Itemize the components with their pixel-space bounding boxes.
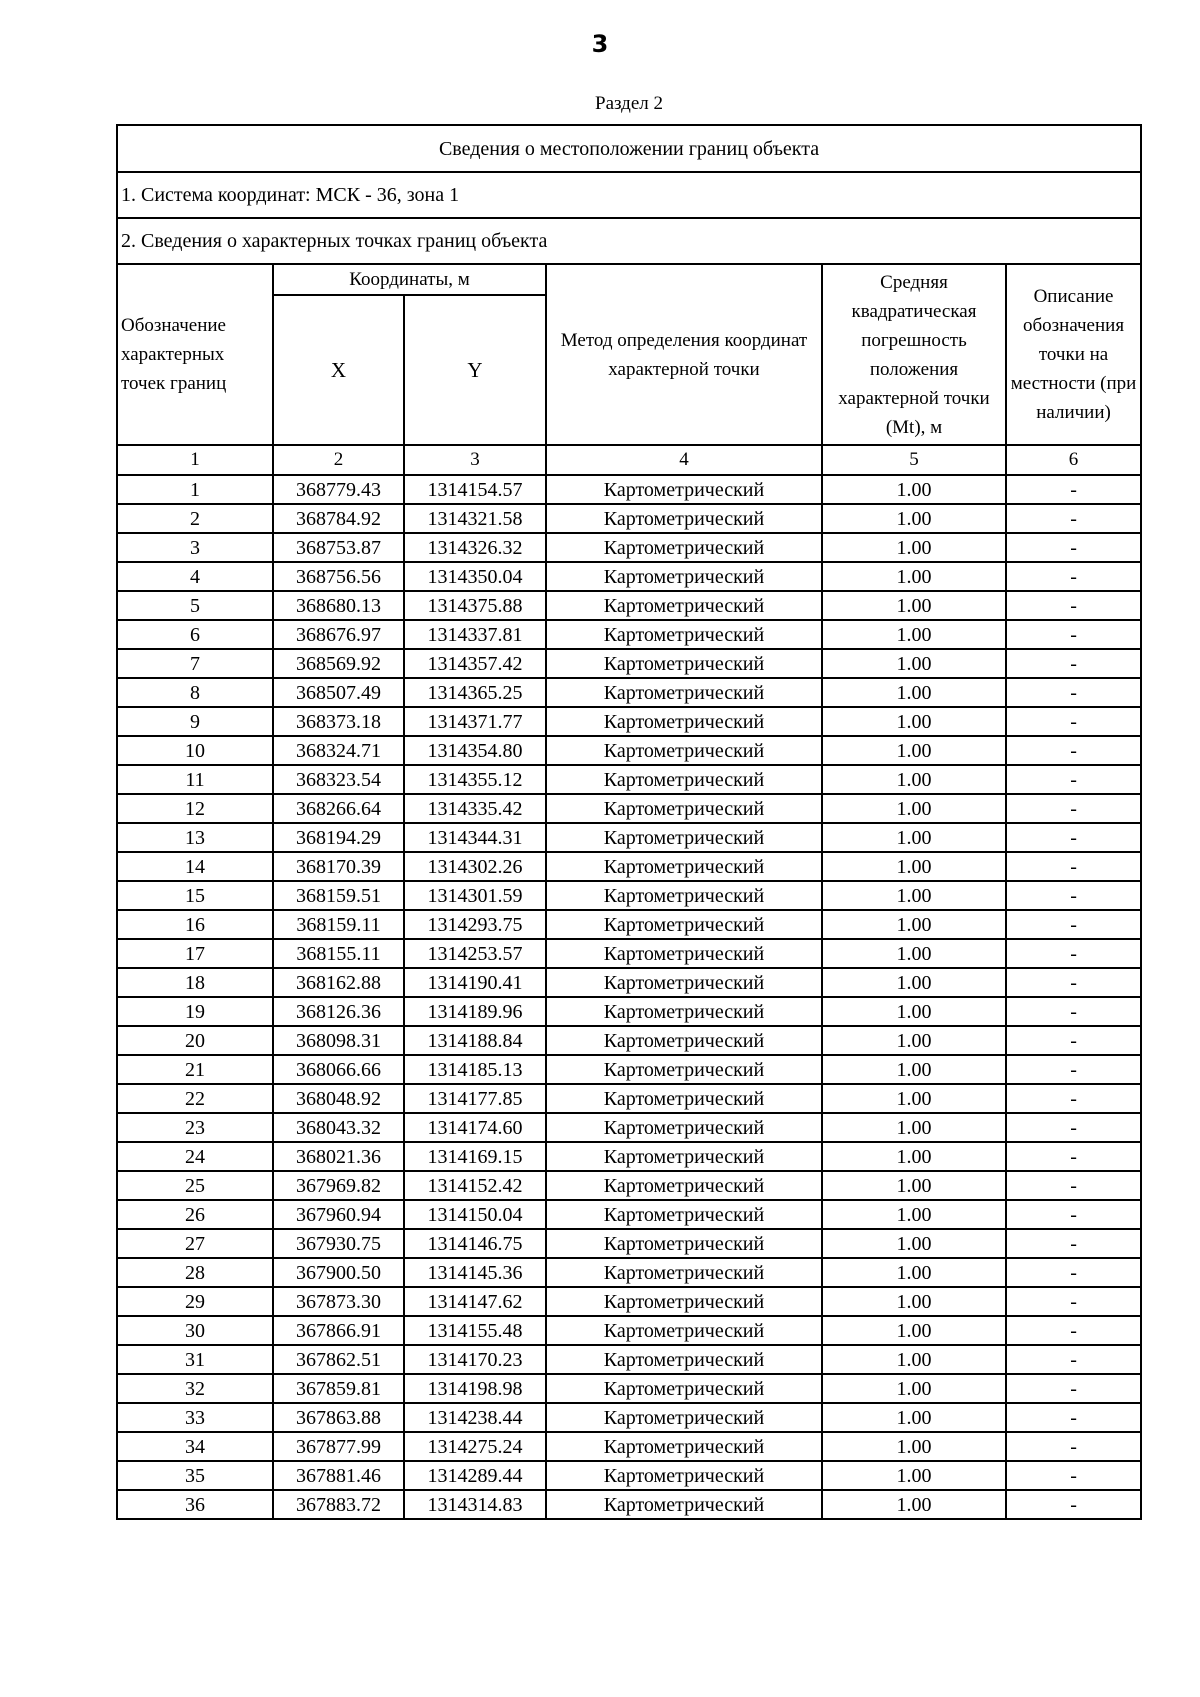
description-cell: - bbox=[1006, 1287, 1141, 1316]
accuracy-cell: 1.00 bbox=[822, 533, 1006, 562]
point-number-cell: 35 bbox=[117, 1461, 273, 1490]
method-cell: Картометрический bbox=[546, 1258, 822, 1287]
table-row bbox=[117, 1316, 1141, 1345]
point-number-cell: 22 bbox=[117, 1084, 273, 1113]
table-row bbox=[117, 1461, 1141, 1490]
method-cell: Картометрический bbox=[546, 968, 822, 997]
x-coordinate-cell: 368753.87 bbox=[273, 533, 404, 562]
point-number-cell: 34 bbox=[117, 1432, 273, 1461]
y-coordinate-cell: 1314314.83 bbox=[404, 1490, 546, 1519]
method-cell: Картометрический bbox=[546, 939, 822, 968]
y-coordinate-cell: 1314146.75 bbox=[404, 1229, 546, 1258]
point-number-cell: 33 bbox=[117, 1403, 273, 1432]
method-cell: Картометрический bbox=[546, 649, 822, 678]
point-number-cell: 21 bbox=[117, 1055, 273, 1084]
method-cell: Картометрический bbox=[546, 1113, 822, 1142]
table-row bbox=[117, 678, 1141, 707]
table-row bbox=[117, 852, 1141, 881]
table-row bbox=[117, 591, 1141, 620]
x-coordinate-cell: 367866.91 bbox=[273, 1316, 404, 1345]
accuracy-cell: 1.00 bbox=[822, 736, 1006, 765]
x-coordinate-cell: 367960.94 bbox=[273, 1200, 404, 1229]
accuracy-cell: 1.00 bbox=[822, 562, 1006, 591]
accuracy-cell: 1.00 bbox=[822, 1287, 1006, 1316]
method-cell: Картометрический bbox=[546, 910, 822, 939]
x-coordinate-cell: 368569.92 bbox=[273, 649, 404, 678]
description-cell: - bbox=[1006, 765, 1141, 794]
x-coordinate-cell: 368324.71 bbox=[273, 736, 404, 765]
point-number-cell: 19 bbox=[117, 997, 273, 1026]
points-caption-text: 2. Сведения о характерных точках границ объекта bbox=[117, 218, 1141, 264]
method-cell: Картометрический bbox=[546, 1142, 822, 1171]
method-cell: Картометрический bbox=[546, 1287, 822, 1316]
accuracy-cell: 1.00 bbox=[822, 1229, 1006, 1258]
point-number-cell: 13 bbox=[117, 823, 273, 852]
table-row bbox=[117, 1142, 1141, 1171]
table-body bbox=[117, 125, 1141, 1519]
x-coordinate-cell: 368323.54 bbox=[273, 765, 404, 794]
accuracy-cell: 1.00 bbox=[822, 649, 1006, 678]
y-coordinate-cell: 1314335.42 bbox=[404, 794, 546, 823]
x-coordinate-cell: 367859.81 bbox=[273, 1374, 404, 1403]
table-row bbox=[117, 997, 1141, 1026]
accuracy-cell: 1.00 bbox=[822, 1200, 1006, 1229]
x-coordinate-cell: 367930.75 bbox=[273, 1229, 404, 1258]
table-row bbox=[117, 533, 1141, 562]
method-cell: Картометрический bbox=[546, 1026, 822, 1055]
method-cell: Картометрический bbox=[546, 1316, 822, 1345]
y-coordinate-cell: 1314170.23 bbox=[404, 1345, 546, 1374]
method-cell: Картометрический bbox=[546, 794, 822, 823]
x-coordinate-cell: 367900.50 bbox=[273, 1258, 404, 1287]
point-number-cell: 15 bbox=[117, 881, 273, 910]
method-cell: Картометрический bbox=[546, 533, 822, 562]
table-row bbox=[117, 649, 1141, 678]
method-cell: Картометрический bbox=[546, 1229, 822, 1258]
description-cell: - bbox=[1006, 475, 1141, 504]
accuracy-cell: 1.00 bbox=[822, 1084, 1006, 1113]
accuracy-cell: 1.00 bbox=[822, 1403, 1006, 1432]
point-number-cell: 1 bbox=[117, 475, 273, 504]
method-cell: Картометрический bbox=[546, 1403, 822, 1432]
description-cell: - bbox=[1006, 1142, 1141, 1171]
y-coordinate-cell: 1314275.24 bbox=[404, 1432, 546, 1461]
table-row bbox=[117, 736, 1141, 765]
point-number-cell: 17 bbox=[117, 939, 273, 968]
header-point-designation: Обозначение характерных точек границ bbox=[117, 264, 273, 445]
point-number-cell: 23 bbox=[117, 1113, 273, 1142]
accuracy-cell: 1.00 bbox=[822, 765, 1006, 794]
point-number-cell: 30 bbox=[117, 1316, 273, 1345]
table-row bbox=[117, 1171, 1141, 1200]
accuracy-cell: 1.00 bbox=[822, 939, 1006, 968]
point-number-cell: 9 bbox=[117, 707, 273, 736]
accuracy-cell: 1.00 bbox=[822, 1142, 1006, 1171]
x-coordinate-cell: 368155.11 bbox=[273, 939, 404, 968]
y-coordinate-cell: 1314301.59 bbox=[404, 881, 546, 910]
table-title: Сведения о местоположении границ объекта bbox=[117, 125, 1141, 172]
x-coordinate-cell: 368162.88 bbox=[273, 968, 404, 997]
point-number-cell: 25 bbox=[117, 1171, 273, 1200]
y-coordinate-cell: 1314375.88 bbox=[404, 591, 546, 620]
method-cell: Картометрический bbox=[546, 620, 822, 649]
y-coordinate-cell: 1314145.36 bbox=[404, 1258, 546, 1287]
method-cell: Картометрический bbox=[546, 678, 822, 707]
points-caption-row bbox=[117, 218, 1141, 264]
accuracy-cell: 1.00 bbox=[822, 1258, 1006, 1287]
accuracy-cell: 1.00 bbox=[822, 794, 1006, 823]
y-coordinate-cell: 1314147.62 bbox=[404, 1287, 546, 1316]
description-cell: - bbox=[1006, 1374, 1141, 1403]
table-row bbox=[117, 1403, 1141, 1432]
description-cell: - bbox=[1006, 649, 1141, 678]
accuracy-cell: 1.00 bbox=[822, 852, 1006, 881]
point-number-cell: 36 bbox=[117, 1490, 273, 1519]
description-cell: - bbox=[1006, 504, 1141, 533]
table-row bbox=[117, 765, 1141, 794]
table-row bbox=[117, 1258, 1141, 1287]
description-cell: - bbox=[1006, 1055, 1141, 1084]
description-cell: - bbox=[1006, 562, 1141, 591]
point-number-cell: 10 bbox=[117, 736, 273, 765]
y-coordinate-cell: 1314174.60 bbox=[404, 1113, 546, 1142]
table-row bbox=[117, 1113, 1141, 1142]
description-cell: - bbox=[1006, 823, 1141, 852]
y-coordinate-cell: 1314190.41 bbox=[404, 968, 546, 997]
y-coordinate-cell: 1314371.77 bbox=[404, 707, 546, 736]
table-row bbox=[117, 1200, 1141, 1229]
point-number-cell: 29 bbox=[117, 1287, 273, 1316]
table-row bbox=[117, 620, 1141, 649]
method-cell: Картометрический bbox=[546, 562, 822, 591]
point-number-cell: 14 bbox=[117, 852, 273, 881]
x-coordinate-cell: 367969.82 bbox=[273, 1171, 404, 1200]
x-coordinate-cell: 368066.66 bbox=[273, 1055, 404, 1084]
accuracy-cell: 1.00 bbox=[822, 1055, 1006, 1084]
table-row bbox=[117, 1055, 1141, 1084]
description-cell: - bbox=[1006, 910, 1141, 939]
description-cell: - bbox=[1006, 533, 1141, 562]
table-row bbox=[117, 707, 1141, 736]
accuracy-cell: 1.00 bbox=[822, 475, 1006, 504]
description-cell: - bbox=[1006, 1229, 1141, 1258]
table-title-row bbox=[117, 125, 1141, 172]
y-coordinate-cell: 1314189.96 bbox=[404, 997, 546, 1026]
table-row bbox=[117, 1374, 1141, 1403]
column-number: 3 bbox=[404, 445, 546, 475]
y-coordinate-cell: 1314326.32 bbox=[404, 533, 546, 562]
description-cell: - bbox=[1006, 852, 1141, 881]
accuracy-cell: 1.00 bbox=[822, 1432, 1006, 1461]
x-coordinate-cell: 368779.43 bbox=[273, 475, 404, 504]
x-coordinate-cell: 367873.30 bbox=[273, 1287, 404, 1316]
y-coordinate-cell: 1314185.13 bbox=[404, 1055, 546, 1084]
y-coordinate-cell: 1314188.84 bbox=[404, 1026, 546, 1055]
x-coordinate-cell: 368784.92 bbox=[273, 504, 404, 533]
accuracy-cell: 1.00 bbox=[822, 591, 1006, 620]
coord-system-row bbox=[117, 172, 1141, 218]
accuracy-cell: 1.00 bbox=[822, 1113, 1006, 1142]
y-coordinate-cell: 1314198.98 bbox=[404, 1374, 546, 1403]
description-cell: - bbox=[1006, 1490, 1141, 1519]
description-cell: - bbox=[1006, 1200, 1141, 1229]
method-cell: Картометрический bbox=[546, 736, 822, 765]
accuracy-cell: 1.00 bbox=[822, 910, 1006, 939]
y-coordinate-cell: 1314365.25 bbox=[404, 678, 546, 707]
x-coordinate-cell: 368048.92 bbox=[273, 1084, 404, 1113]
table-row bbox=[117, 910, 1141, 939]
header-method: Метод определения координат характерной точки bbox=[546, 264, 822, 445]
y-coordinate-cell: 1314344.31 bbox=[404, 823, 546, 852]
method-cell: Картометрический bbox=[546, 1055, 822, 1084]
header-x: X bbox=[273, 295, 404, 445]
method-cell: Картометрический bbox=[546, 475, 822, 504]
point-number-cell: 27 bbox=[117, 1229, 273, 1258]
description-cell: - bbox=[1006, 678, 1141, 707]
description-cell: - bbox=[1006, 1026, 1141, 1055]
table-row bbox=[117, 968, 1141, 997]
description-cell: - bbox=[1006, 1084, 1141, 1113]
table-row bbox=[117, 1026, 1141, 1055]
description-cell: - bbox=[1006, 1461, 1141, 1490]
x-coordinate-cell: 367877.99 bbox=[273, 1432, 404, 1461]
point-number-cell: 12 bbox=[117, 794, 273, 823]
point-number-cell: 11 bbox=[117, 765, 273, 794]
description-cell: - bbox=[1006, 591, 1141, 620]
method-cell: Картометрический bbox=[546, 823, 822, 852]
table-row bbox=[117, 562, 1141, 591]
point-number-cell: 26 bbox=[117, 1200, 273, 1229]
x-coordinate-cell: 368507.49 bbox=[273, 678, 404, 707]
method-cell: Картометрический bbox=[546, 881, 822, 910]
y-coordinate-cell: 1314321.58 bbox=[404, 504, 546, 533]
y-coordinate-cell: 1314154.57 bbox=[404, 475, 546, 504]
point-number-cell: 7 bbox=[117, 649, 273, 678]
point-number-cell: 20 bbox=[117, 1026, 273, 1055]
accuracy-cell: 1.00 bbox=[822, 620, 1006, 649]
section-title: Раздел 2 bbox=[595, 93, 663, 114]
y-coordinate-cell: 1314177.85 bbox=[404, 1084, 546, 1113]
point-number-cell: 6 bbox=[117, 620, 273, 649]
description-cell: - bbox=[1006, 1258, 1141, 1287]
y-coordinate-cell: 1314238.44 bbox=[404, 1403, 546, 1432]
y-coordinate-cell: 1314150.04 bbox=[404, 1200, 546, 1229]
table-row bbox=[117, 1287, 1141, 1316]
accuracy-cell: 1.00 bbox=[822, 707, 1006, 736]
header-coordinates: Координаты, м bbox=[273, 264, 546, 295]
table-row bbox=[117, 939, 1141, 968]
table-row bbox=[117, 1490, 1141, 1519]
page-number: 3 bbox=[591, 30, 609, 58]
x-coordinate-cell: 367863.88 bbox=[273, 1403, 404, 1432]
accuracy-cell: 1.00 bbox=[822, 1490, 1006, 1519]
method-cell: Картометрический bbox=[546, 1490, 822, 1519]
coord-system-text: 1. Система координат: МСК - 36, зона 1 bbox=[117, 172, 1141, 218]
column-header-row-top bbox=[117, 264, 1141, 295]
description-cell: - bbox=[1006, 1403, 1141, 1432]
accuracy-cell: 1.00 bbox=[822, 1316, 1006, 1345]
point-number-cell: 16 bbox=[117, 910, 273, 939]
x-coordinate-cell: 368021.36 bbox=[273, 1142, 404, 1171]
x-coordinate-cell: 368098.31 bbox=[273, 1026, 404, 1055]
x-coordinate-cell: 367881.46 bbox=[273, 1461, 404, 1490]
method-cell: Картометрический bbox=[546, 852, 822, 881]
method-cell: Картометрический bbox=[546, 1432, 822, 1461]
description-cell: - bbox=[1006, 939, 1141, 968]
accuracy-cell: 1.00 bbox=[822, 997, 1006, 1026]
method-cell: Картометрический bbox=[546, 591, 822, 620]
point-number-cell: 24 bbox=[117, 1142, 273, 1171]
x-coordinate-cell: 367883.72 bbox=[273, 1490, 404, 1519]
y-coordinate-cell: 1314355.12 bbox=[404, 765, 546, 794]
table-row bbox=[117, 881, 1141, 910]
description-cell: - bbox=[1006, 1316, 1141, 1345]
column-number: 6 bbox=[1006, 445, 1141, 475]
table-row bbox=[117, 1345, 1141, 1374]
column-number: 2 bbox=[273, 445, 404, 475]
x-coordinate-cell: 368170.39 bbox=[273, 852, 404, 881]
method-cell: Картометрический bbox=[546, 997, 822, 1026]
x-coordinate-cell: 368126.36 bbox=[273, 997, 404, 1026]
x-coordinate-cell: 367862.51 bbox=[273, 1345, 404, 1374]
accuracy-cell: 1.00 bbox=[822, 1461, 1006, 1490]
y-coordinate-cell: 1314155.48 bbox=[404, 1316, 546, 1345]
accuracy-cell: 1.00 bbox=[822, 1374, 1006, 1403]
description-cell: - bbox=[1006, 1171, 1141, 1200]
x-coordinate-cell: 368756.56 bbox=[273, 562, 404, 591]
y-coordinate-cell: 1314293.75 bbox=[404, 910, 546, 939]
method-cell: Картометрический bbox=[546, 707, 822, 736]
description-cell: - bbox=[1006, 620, 1141, 649]
accuracy-cell: 1.00 bbox=[822, 1171, 1006, 1200]
accuracy-cell: 1.00 bbox=[822, 1345, 1006, 1374]
y-coordinate-cell: 1314350.04 bbox=[404, 562, 546, 591]
description-cell: - bbox=[1006, 794, 1141, 823]
description-cell: - bbox=[1006, 736, 1141, 765]
method-cell: Картометрический bbox=[546, 1461, 822, 1490]
y-coordinate-cell: 1314337.81 bbox=[404, 620, 546, 649]
point-number-cell: 28 bbox=[117, 1258, 273, 1287]
table-row bbox=[117, 1084, 1141, 1113]
method-cell: Картометрический bbox=[546, 1084, 822, 1113]
description-cell: - bbox=[1006, 1345, 1141, 1374]
description-cell: - bbox=[1006, 997, 1141, 1026]
x-coordinate-cell: 368159.11 bbox=[273, 910, 404, 939]
x-coordinate-cell: 368043.32 bbox=[273, 1113, 404, 1142]
y-coordinate-cell: 1314302.26 bbox=[404, 852, 546, 881]
accuracy-cell: 1.00 bbox=[822, 823, 1006, 852]
column-number: 4 bbox=[546, 445, 822, 475]
x-coordinate-cell: 368159.51 bbox=[273, 881, 404, 910]
point-number-cell: 5 bbox=[117, 591, 273, 620]
table-row bbox=[117, 475, 1141, 504]
point-number-cell: 18 bbox=[117, 968, 273, 997]
method-cell: Картометрический bbox=[546, 1374, 822, 1403]
accuracy-cell: 1.00 bbox=[822, 881, 1006, 910]
table-row bbox=[117, 1432, 1141, 1461]
point-number-cell: 31 bbox=[117, 1345, 273, 1374]
table-row bbox=[117, 823, 1141, 852]
x-coordinate-cell: 368266.64 bbox=[273, 794, 404, 823]
accuracy-cell: 1.00 bbox=[822, 1026, 1006, 1055]
column-number: 5 bbox=[822, 445, 1006, 475]
point-number-cell: 3 bbox=[117, 533, 273, 562]
point-number-cell: 4 bbox=[117, 562, 273, 591]
description-cell: - bbox=[1006, 1432, 1141, 1461]
accuracy-cell: 1.00 bbox=[822, 504, 1006, 533]
x-coordinate-cell: 368680.13 bbox=[273, 591, 404, 620]
y-coordinate-cell: 1314354.80 bbox=[404, 736, 546, 765]
table-row bbox=[117, 794, 1141, 823]
table-row bbox=[117, 1229, 1141, 1258]
header-y: Y bbox=[404, 295, 546, 445]
description-cell: - bbox=[1006, 1113, 1141, 1142]
x-coordinate-cell: 368194.29 bbox=[273, 823, 404, 852]
description-cell: - bbox=[1006, 707, 1141, 736]
accuracy-cell: 1.00 bbox=[822, 968, 1006, 997]
method-cell: Картометрический bbox=[546, 1200, 822, 1229]
point-number-cell: 2 bbox=[117, 504, 273, 533]
table-row bbox=[117, 504, 1141, 533]
column-number-row bbox=[117, 445, 1141, 475]
y-coordinate-cell: 1314253.57 bbox=[404, 939, 546, 968]
method-cell: Картометрический bbox=[546, 1171, 822, 1200]
x-coordinate-cell: 368676.97 bbox=[273, 620, 404, 649]
point-number-cell: 8 bbox=[117, 678, 273, 707]
description-cell: - bbox=[1006, 968, 1141, 997]
header-accuracy: Средняя квадратическая погрешность положения характерной точки (Mt), м bbox=[822, 264, 1006, 445]
y-coordinate-cell: 1314169.15 bbox=[404, 1142, 546, 1171]
method-cell: Картометрический bbox=[546, 1345, 822, 1374]
y-coordinate-cell: 1314357.42 bbox=[404, 649, 546, 678]
x-coordinate-cell: 368373.18 bbox=[273, 707, 404, 736]
method-cell: Картометрический bbox=[546, 765, 822, 794]
y-coordinate-cell: 1314152.42 bbox=[404, 1171, 546, 1200]
accuracy-cell: 1.00 bbox=[822, 678, 1006, 707]
boundary-points-table bbox=[116, 124, 1142, 1520]
header-description: Описание обозначения точки на местности (при наличии) bbox=[1006, 264, 1141, 445]
description-cell: - bbox=[1006, 881, 1141, 910]
point-number-cell: 32 bbox=[117, 1374, 273, 1403]
y-coordinate-cell: 1314289.44 bbox=[404, 1461, 546, 1490]
column-number: 1 bbox=[117, 445, 273, 475]
method-cell: Картометрический bbox=[546, 504, 822, 533]
